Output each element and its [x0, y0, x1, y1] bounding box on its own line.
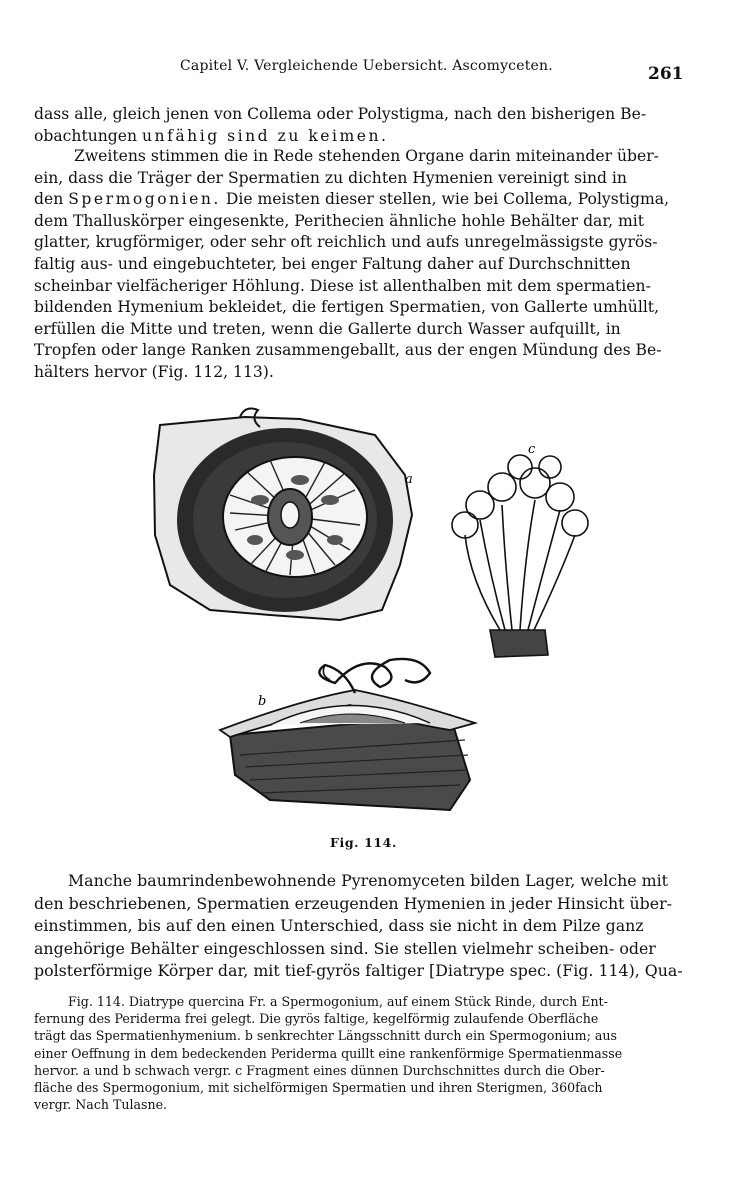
- legend-line: Fig. 114. Diatrype quercina Fr. a Spermogonium, auf einem Stück Rinde, durch Ent-: [68, 994, 608, 1009]
- spermogonium-on-bark-drawing: [154, 409, 412, 620]
- text-line: ein, dass die Träger der Spermatien zu dichten Hymenien vereinigt sind in: [34, 168, 627, 187]
- text-line: faltig aus- und eingebuchteter, bei enger Faltung daher auf Durchschnitten: [34, 254, 631, 273]
- text-span: den: [34, 190, 69, 209]
- legend-line: fernung des Periderma frei gelegt. Die gyrös faltige, kegelförmig zulaufende Oberfläche: [34, 1011, 599, 1027]
- text-line: bildenden Hymenium bekleidet, die fertigen Spermatien, von Gallerte umhüllt,: [34, 298, 660, 317]
- emphasized-text: unfähig sind zu keimen.: [142, 126, 389, 145]
- longitudinal-section-drawing: [220, 659, 475, 810]
- text-line: Tropfen oder lange Ranken zusammengeballt, aus der engen Mündung des Be-: [34, 341, 662, 360]
- figure-caption: Fig. 114.: [330, 835, 397, 850]
- legend-line: fläche des Spermogonium, mit sichelförmigen Spermatien und ihren Sterigmen, 360fach: [34, 1080, 603, 1096]
- text-line: glatter, krugförmiger, oder sehr oft reichlich und aufs unregelmässigste gyrös-: [34, 233, 658, 252]
- running-header: Capitel V. Vergleichende Uebersicht. Ascomyceten.: [180, 58, 553, 74]
- text-line: [34, 189, 690, 211]
- legend-line: einer Oeffnung in dem bedeckenden Periderma quillt eine rankenförmige Spermatienmasse: [34, 1045, 623, 1061]
- paragraph-1: [34, 104, 690, 147]
- emphasized-text: Spermogonien.: [68, 190, 221, 209]
- text-line: den beschriebenen, Spermatien erzeugenden Hymenien in jeder Hinsicht über-: [34, 893, 673, 913]
- text-line: [34, 126, 690, 148]
- page-number: 261: [648, 64, 684, 84]
- spermatia-fragment-drawing: [452, 455, 588, 657]
- paragraph-2: [34, 146, 690, 384]
- text-line: erfüllen die Mitte und treten, wenn die Gallerte durch Wasser aufquillt, in: [34, 319, 621, 338]
- paragraph-3: [34, 870, 690, 983]
- text-line: polsterförmige Körper dar, mit tief-gyrös faltiger [Diatrype spec. (Fig. 114), Qua-: [34, 961, 683, 980]
- text-line: angehörige Behälter eingeschlossen sind. Sie stellen vielmehr scheiben- oder: [34, 938, 656, 958]
- text-line: scheinbar vielfächeriger Höhlung. Diese ist allenthalben mit dem spermatien-: [34, 276, 651, 295]
- legend-line: hervor. a und b schwach vergr. c Fragment eines dünnen Durchschnittes durch die Ober-: [34, 1062, 605, 1078]
- text-span: Die meisten dieser stellen, wie bei Collema, Polystigma,: [220, 190, 670, 209]
- legend-line: vergr. Nach Tulasne.: [34, 1097, 168, 1113]
- figure-label-c: c: [528, 442, 536, 457]
- text-line: Manche baumrindenbewohnende Pyrenomyceten bilden Lager, welche mit: [68, 871, 669, 890]
- text-line: Zweitens stimmen die in Rede stehenden Organe darin miteinander über-: [74, 147, 659, 165]
- figure-label-b: b: [258, 694, 267, 709]
- figure-label-a: a: [405, 472, 413, 487]
- text-line: dem Thalluskörper eingesenkte, Perithecien ähnliche hohle Behälter dar, mit: [34, 211, 645, 230]
- figure-illustration: [150, 405, 690, 825]
- figure-legend: [34, 993, 684, 1113]
- text-line: hälters hervor (Fig. 112, 113).: [34, 362, 274, 381]
- text-span: obachtungen: [34, 126, 143, 145]
- legend-line: trägt das Spermatienhymenium. b senkrechter Längsschnitt durch ein Spermogonium; aus: [34, 1028, 617, 1044]
- text-line: dass alle, gleich jenen von Collema oder Polystigma, nach den bisherigen Be-: [34, 105, 647, 123]
- text-line: einstimmen, bis auf den einen Unterschied, dass sie nicht in dem Pilze ganz: [34, 916, 644, 935]
